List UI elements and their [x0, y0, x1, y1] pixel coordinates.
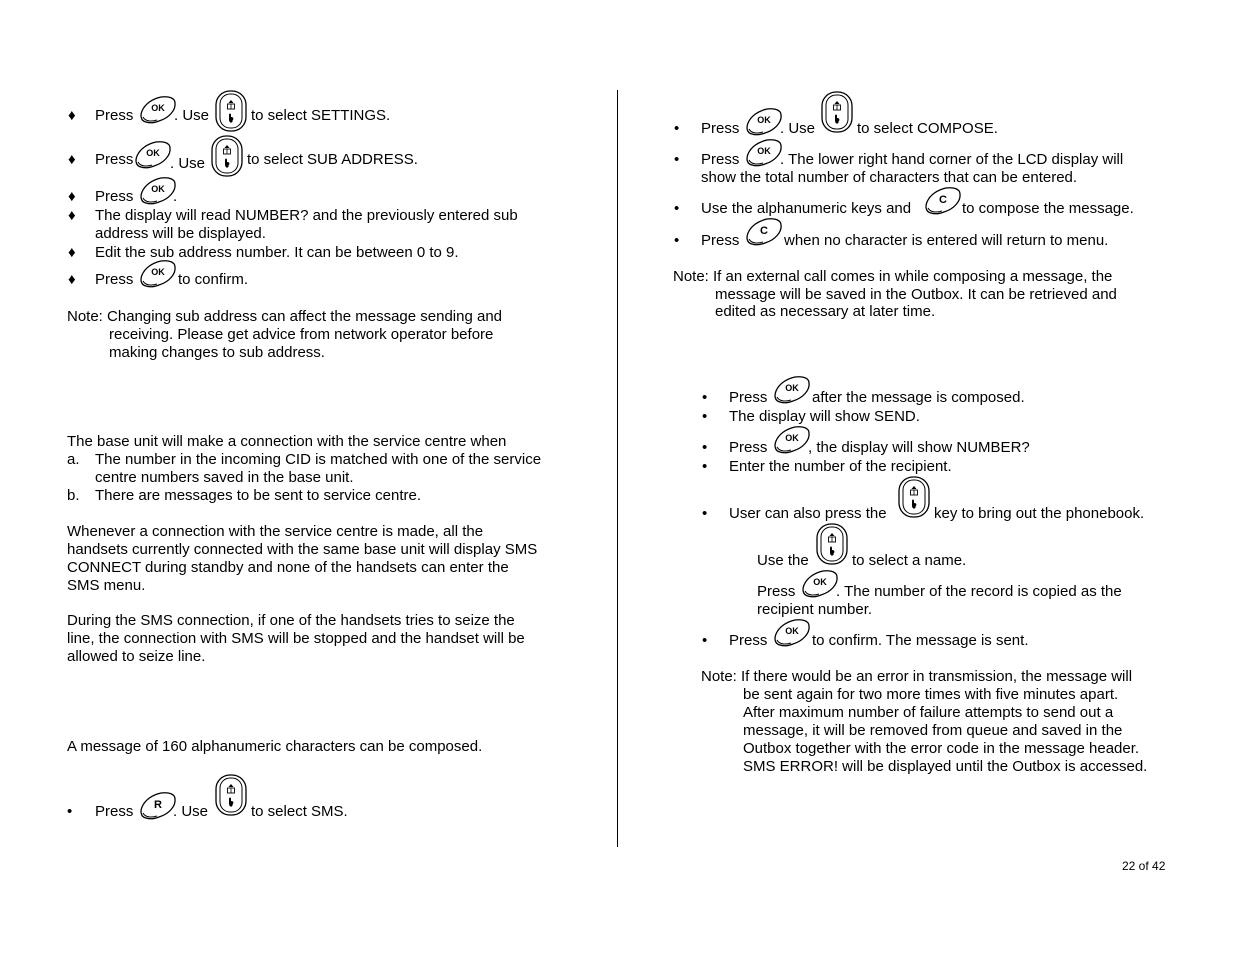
ok-key-label: OK: [151, 184, 165, 194]
bullet-dot: •: [702, 505, 708, 522]
note-text: Note: Changing sub address can affect the message sending and: [67, 308, 503, 325]
navigation-key-icon: [210, 134, 244, 183]
paragraph-text: centre numbers saved in the base unit.: [95, 469, 354, 486]
paragraph-text: SMS menu.: [67, 577, 146, 594]
paragraph-text: During the SMS connection, if one of the handsets tries to seize the: [67, 612, 515, 629]
navigation-key-icon: [214, 773, 248, 822]
ok-key-icon: [139, 259, 177, 294]
step-text: address will be displayed.: [95, 225, 266, 242]
navigation-key-icon: [820, 90, 854, 139]
navigation-key-icon: [214, 89, 248, 138]
paragraph-text: allowed to seize line.: [67, 648, 206, 665]
paragraph-text: The number in the incoming CID is matched with one of the service: [95, 451, 542, 468]
column-divider: [617, 90, 618, 847]
bullet-dot: •: [67, 803, 73, 820]
step-text: to confirm. The message is sent.: [812, 632, 1029, 649]
note-text: message will be saved in the Outbox. It can be retrieved and: [715, 286, 1117, 303]
ok-key-label: OK: [151, 103, 165, 113]
note-text: receiving. Please get advice from network operator before: [109, 326, 494, 343]
step-text: Press: [701, 232, 740, 249]
note-text: message, it will be removed from queue and saved in the: [743, 722, 1123, 739]
paragraph-text: line, the connection with SMS will be stopped and the handset will be: [67, 630, 525, 647]
c-key-label: C: [939, 194, 947, 206]
paragraph-text: The base unit will make a connection with the service centre when: [67, 433, 507, 450]
paragraph-text: There are messages to be sent to service centre.: [95, 487, 421, 504]
note-text: SMS ERROR! will be displayed until the Outbox is accessed.: [743, 758, 1148, 775]
ok-key-icon: [773, 618, 811, 653]
bullet-diamond: ♦: [68, 271, 76, 288]
ok-key-icon: [139, 176, 177, 211]
bullet-diamond: ♦: [68, 207, 76, 224]
list-marker: b.: [67, 487, 80, 504]
step-text: to compose the message.: [962, 200, 1134, 217]
step-text: to select SETTINGS.: [251, 107, 391, 124]
step-text: when no character is entered will return to menu.: [784, 232, 1109, 249]
step-text: to select COMPOSE.: [857, 120, 998, 137]
ok-key-icon: [745, 138, 783, 173]
step-text: Press: [95, 803, 134, 820]
step-text: .: [173, 188, 178, 205]
bullet-dot: •: [702, 439, 708, 456]
bullet-dot: •: [674, 232, 680, 249]
ok-key-icon: [139, 95, 177, 130]
ok-key-icon: [773, 375, 811, 410]
step-text: Press: [729, 439, 768, 456]
note-text: making changes to sub address.: [109, 344, 325, 361]
step-text: The display will show SEND.: [729, 408, 920, 425]
ok-key-label: OK: [757, 115, 771, 125]
step-text: Press: [701, 151, 740, 168]
step-text: Edit the sub address number. It can be between 0 to 9.: [95, 244, 459, 261]
ok-key-label: OK: [785, 433, 799, 443]
step-text: recipient number.: [757, 601, 873, 618]
step-text: . The number of the record is copied as the: [836, 583, 1122, 600]
step-text: Press: [729, 389, 768, 406]
step-text: . Use: [170, 155, 206, 172]
ok-key-label: OK: [146, 148, 160, 158]
step-text: show the total number of characters that can be entered.: [701, 169, 1078, 186]
bullet-dot: •: [702, 632, 708, 649]
ok-key-label: OK: [785, 626, 799, 636]
step-text: Press: [757, 583, 796, 600]
bullet-dot: •: [674, 120, 680, 137]
ok-key-label: OK: [757, 146, 771, 156]
step-text: Press: [95, 151, 134, 168]
note-text: edited as necessary at later time.: [715, 303, 936, 320]
navigation-key-icon: [815, 522, 849, 571]
note-text: Note: If an external call comes in while composing a message, the: [673, 268, 1113, 285]
c-key-icon: [745, 217, 783, 252]
step-text: Enter the number of the recipient.: [729, 458, 952, 475]
paragraph-text: CONNECT during standby and none of the handsets can enter the: [67, 559, 509, 576]
c-key-icon: [924, 186, 962, 221]
ok-key-icon: [134, 140, 172, 175]
c-key-label: C: [760, 225, 768, 237]
note-text: be sent again for two more times with five minutes apart.: [743, 686, 1119, 703]
step-text: Press: [95, 107, 134, 124]
step-text: after the message is composed.: [812, 389, 1025, 406]
step-text: to select a name.: [852, 552, 967, 569]
bullet-dot: •: [674, 200, 680, 217]
step-text: to confirm.: [178, 271, 249, 288]
bullet-dot: •: [702, 408, 708, 425]
r-key-icon: [139, 791, 177, 826]
step-text: Use the: [757, 552, 809, 569]
ok-key-icon: [745, 107, 783, 142]
step-text: . The lower right hand corner of the LCD display will: [780, 151, 1124, 168]
bullet-dot: •: [702, 458, 708, 475]
note-text: After maximum number of failure attempts to send out a: [743, 704, 1114, 721]
bullet-dot: •: [702, 389, 708, 406]
step-text: Press: [95, 188, 134, 205]
paragraph-text: handsets currently connected with the same base unit will display SMS: [67, 541, 538, 558]
step-text: to select SUB ADDRESS.: [247, 151, 418, 168]
step-text: Press: [95, 271, 134, 288]
bullet-diamond: ♦: [68, 244, 76, 261]
navigation-key-icon: [897, 475, 931, 524]
note-text: Outbox together with the error code in the message header.: [743, 740, 1140, 757]
step-text: . Use: [173, 803, 209, 820]
step-text: . Use: [174, 107, 210, 124]
ok-key-label: OK: [785, 383, 799, 393]
paragraph-text: A message of 160 alphanumeric characters can be composed.: [67, 738, 483, 755]
ok-key-label: OK: [151, 267, 165, 277]
step-text: User can also press the: [729, 505, 887, 522]
ok-key-icon: [773, 425, 811, 460]
step-text: Use the alphanumeric keys and: [701, 200, 912, 217]
bullet-diamond: ♦: [68, 151, 76, 168]
r-key-label: R: [154, 799, 162, 811]
step-text: to select SMS.: [251, 803, 348, 820]
ok-key-label: OK: [813, 577, 827, 587]
list-marker: a.: [67, 451, 80, 468]
step-text: Press: [729, 632, 768, 649]
step-text: The display will read NUMBER? and the previously entered sub: [95, 207, 518, 224]
note-text: Note: If there would be an error in transmission, the message will: [701, 668, 1133, 685]
paragraph-text: Whenever a connection with the service centre is made, all the: [67, 523, 484, 540]
page-number: 22 of 42: [1122, 859, 1166, 873]
step-text: Press: [701, 120, 740, 137]
bullet-diamond: ♦: [68, 107, 76, 124]
ok-key-icon: [801, 569, 839, 604]
step-text: key to bring out the phonebook.: [934, 505, 1145, 522]
step-text: . Use: [780, 120, 816, 137]
step-text: , the display will show NUMBER?: [808, 439, 1030, 456]
bullet-diamond: ♦: [68, 188, 76, 205]
bullet-dot: •: [674, 151, 680, 168]
